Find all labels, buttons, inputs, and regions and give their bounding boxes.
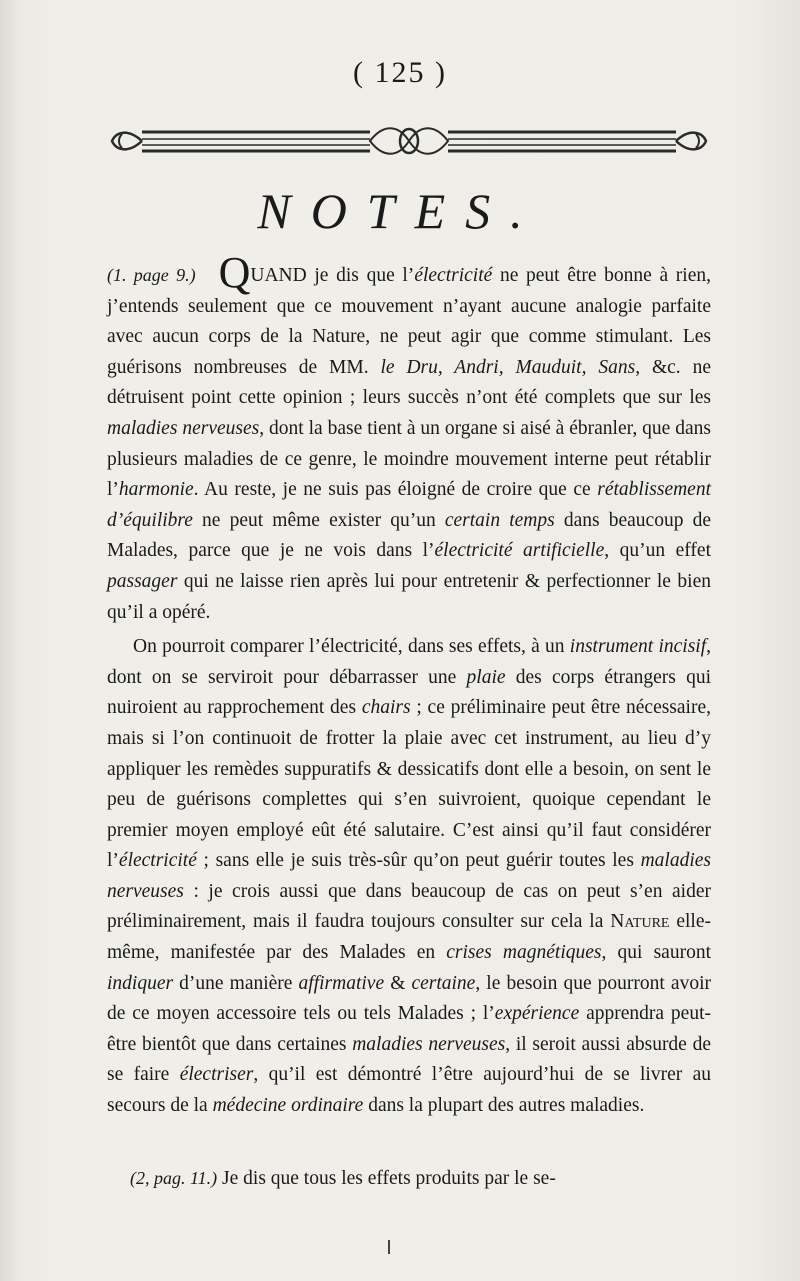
note-2-text: Je dis que tous les effets produits par le se- (217, 1168, 556, 1189)
note-1 (107, 248, 711, 1122)
page-title: NOTES. (257, 183, 543, 239)
note-2 (130, 1163, 714, 1194)
ornament-divider (108, 118, 710, 164)
note-1-paragraph-2: On pourroit comparer l’électricité, dans ses effets, à un instrument incisif, dont on se serviroit pour débarrasser une plaie des corps étrangers qui nuiroient au rapprochement des chairs ; ce préliminaire peut être nécessaire, mais si l’on continuoit de frotter la plaie avec cet instrument, au lieu d’y appliquer les remèdes suppuratifs & dessicatifs dont elle a besoin, on sent le peu de guérisons complettes qui s’en suivroient, quoique cependant le premier moyen employé eût été salutaire. C’est ainsi qu’il faut considérer l’électricité ; sans elle je suis très-sûr qu’on peut guérir toutes les maladies nerveuses : je crois aussi que dans beaucoup de cas on peut s’en aider préliminairement, mais il faudra toujours consulter sur cela la Nature elle-même, manifestée par des Malades en crises magnétiques, qui sauront indiquer d’une manière affirmative & certaine, le besoin que pourront avoir de ce moyen accessoire tels ou tels Malades ; l’expérience apprendra peut-être bientôt que dans certaines maladies nerveuses, il seroit aussi absurde de se faire électriser, qu’il est démontré l’être aujourd’hui de se livrer au secours de la médecine ordinaire dans la plupart des autres maladies. (107, 636, 711, 1117)
note-ref: (1. page 9.) (107, 265, 196, 285)
printer-mark (388, 1240, 390, 1254)
lead-word: UAND (250, 265, 307, 286)
page-number: ( 125 ) (353, 56, 447, 89)
note-ref: (2, pag. 11.) (130, 1168, 218, 1188)
note-1-paragraph-1: (1. page 9.) QUAND je dis que l’électricité ne peut être bonne à rien, j’entends seulement que ce mouvement n’ayant aucune analogie parfaite avec aucun corps de la Nature, ne peut agir que comme stimulant. Les guérisons nombreuses de MM. le Dru, Andri, Mauduit, Sans, &c. ne détruisent point cette opinion ; leurs succès n’ont été complets que sur les maladies nerveuses, dont la base tient à un organe si aisé à ébranler, que dans plusieurs maladies de ce genre, le moindre mouvement interne peut rétablir l’harmonie. Au reste, je ne suis pas éloigné de croire que ce rétablissement d’équilibre ne peut même exister qu’un certain temps dans beaucoup de Malades, parce que je ne vois dans l’électricité artificielle, qu’un effet passager qui ne laisse rien après lui pour entretenir & perfectionner le bien qu’il a opéré. (107, 248, 711, 623)
drop-cap: Q (218, 248, 251, 297)
